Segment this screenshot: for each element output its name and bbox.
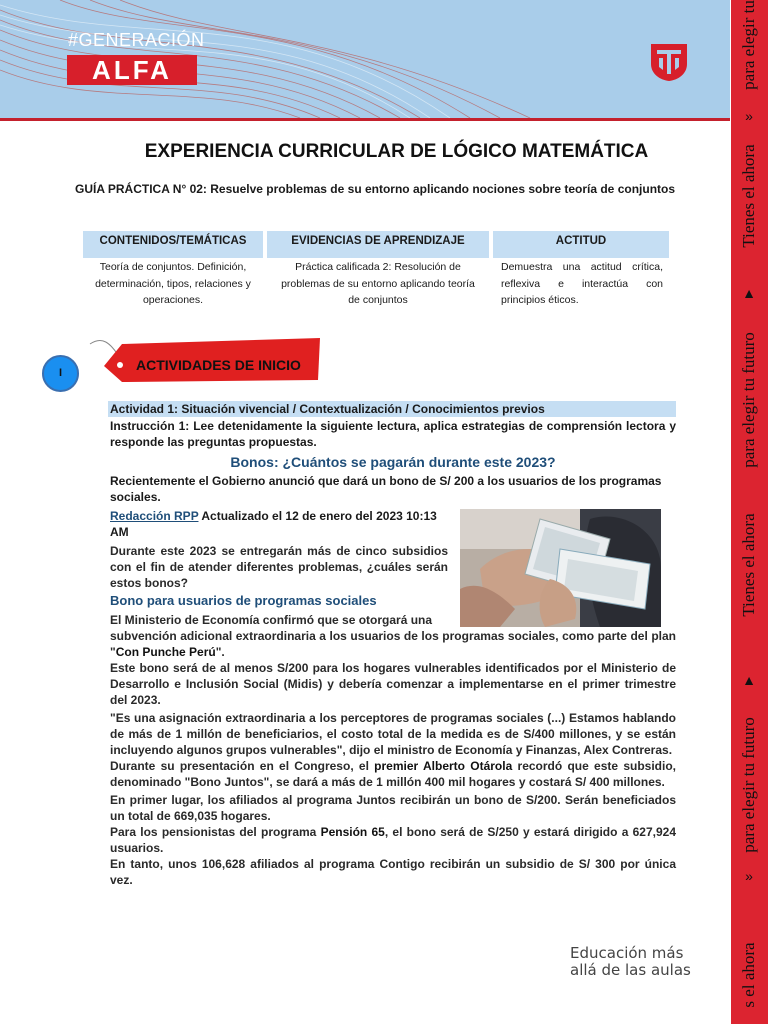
activity-title: Actividad 1: Situación vivencial / Contextualización / Conocimientos previos [108, 401, 676, 417]
article-byline [110, 508, 455, 540]
table-cell: Teoría de conjuntos. Definición, determinación, tipos, relaciones y operaciones. [95, 261, 251, 306]
page-title: EXPERIENCIA CURRICULAR DE LÓGICO MATEMÁTICA [144, 141, 649, 162]
table-header: CONTENIDOS/TEMÁTICAS [83, 231, 263, 258]
table-header: EVIDENCIAS DE APRENDIZAJE [267, 231, 489, 258]
section-tag-label: ACTIVIDADES DE INICIO [136, 357, 301, 373]
guide-heading: GUÍA PRÁCTICA N° 02: Resuelve problemas de su entorno aplicando nociones sobre teoría de conjuntos [75, 182, 676, 196]
header-divider [0, 118, 730, 121]
footer-line: Educación más [570, 944, 684, 962]
double-chevron-up-icon: ▲ [742, 285, 756, 301]
ribbon-slogan: Tienes el ahora [739, 144, 758, 248]
section-number-badge: I [42, 355, 79, 392]
article-subtitle: Bono para usuarios de programas sociales [110, 593, 377, 608]
ribbon-slogan: s el ahora [739, 942, 758, 1008]
article-paragraph: En primer lugar, los afiliados al programa Juntos recibirán un bono de S/200. Serán beneficiados un total de 669,035 hogares. [110, 793, 676, 823]
double-chevron-up-icon: » [745, 868, 753, 884]
section-tag [88, 336, 322, 391]
table-cell: Práctica calificada 2: Resolución de problemas de su entorno aplicando teoría de conjuntos [281, 261, 475, 306]
article-title: Bonos: ¿Cuántos se pagarán durante este 2023? [230, 454, 556, 470]
footer-line: allá de las aulas [570, 961, 691, 979]
activity-instruction: Instrucción 1: Lee detenidamente la siguiente lectura, aplica estrategias de comprensión lectora y responde las preguntas propuestas. [110, 419, 676, 449]
ribbon-slogan: Tienes el ahora [739, 513, 758, 617]
article-paragraph: Para los pensionistas del programa Pensión 65, el bono será de S/250 y estará dirigido a 627,924 usuarios. [110, 825, 676, 855]
article-paragraph: Este bono será de al menos S/200 para los hogares vulnerables identificados por el Ministerio de Desarrollo e Inclusión Social (Midis) y debería comenzar a implementarse en el primer trimestre del 2023. [110, 661, 676, 707]
university-logo-icon [648, 40, 690, 87]
ribbon-slogan: para elegir tu futuro [739, 332, 758, 468]
article-paragraph: En tanto, unos 106,628 afiliados al programa Contigo recibirán un subsidio de S/ 300 por única vez. [110, 857, 676, 887]
updated-date: Actualizado el 12 de enero del 2023 10:13 AM [110, 509, 437, 539]
price-tag-shape [88, 336, 322, 386]
article-paragraph: Durante su presentación en el Congreso, el premier Alberto Otárola recordó que este subsidio, denominado "Bono Juntos", se dará a más de 1 millón 400 mil hogares y costará S/ 400 millones. [110, 759, 676, 789]
article-paragraph-1a: El Ministerio de Economía confirmó que se otorgará una [110, 613, 433, 627]
double-chevron-up-icon: ▲ [742, 672, 756, 688]
table-cell: Demuestra una actitud crítica, reflexiva e interactúa con principios éticos. [501, 261, 663, 306]
article-lead: Recientemente el Gobierno anunció que dará un bono de S/ 200 a los usuarios de los programas sociales. [110, 474, 662, 504]
source-link[interactable]: Redacción RPP [110, 509, 199, 523]
news-photo [460, 509, 661, 627]
brand-logo: ALFA [67, 55, 197, 85]
footer-slogan [570, 945, 691, 979]
article-quote: "Es una asignación extraordinaria a los perceptores de programas sociales (...) Estamos hablando de más de 1 millón de beneficiarios, el costo total de la medida es de S/400 millones, y se están incluyendo algunos grupos vulnerables", dijo el ministro de Economía y Finanzas, Alex Contreras. [110, 711, 676, 757]
article-intro: Durante este 2023 se entregarán más de cinco subsidios con el fin de atender diferentes problemas, ¿cuáles serán estos bonos? [110, 544, 448, 590]
table-header: ACTITUD [493, 231, 669, 258]
ribbon-slogan: para elegir tu [739, 0, 758, 90]
ribbon-slogan: para elegir tu futuro [739, 717, 758, 853]
article-paragraph: subvención adicional extraordinaria a los usuarios de los programas sociales, como parte del plan "Con Punche Perú". [110, 629, 676, 659]
double-chevron-up-icon: » [745, 108, 753, 124]
hashtag-label: #GENERACIÓN [68, 30, 205, 50]
